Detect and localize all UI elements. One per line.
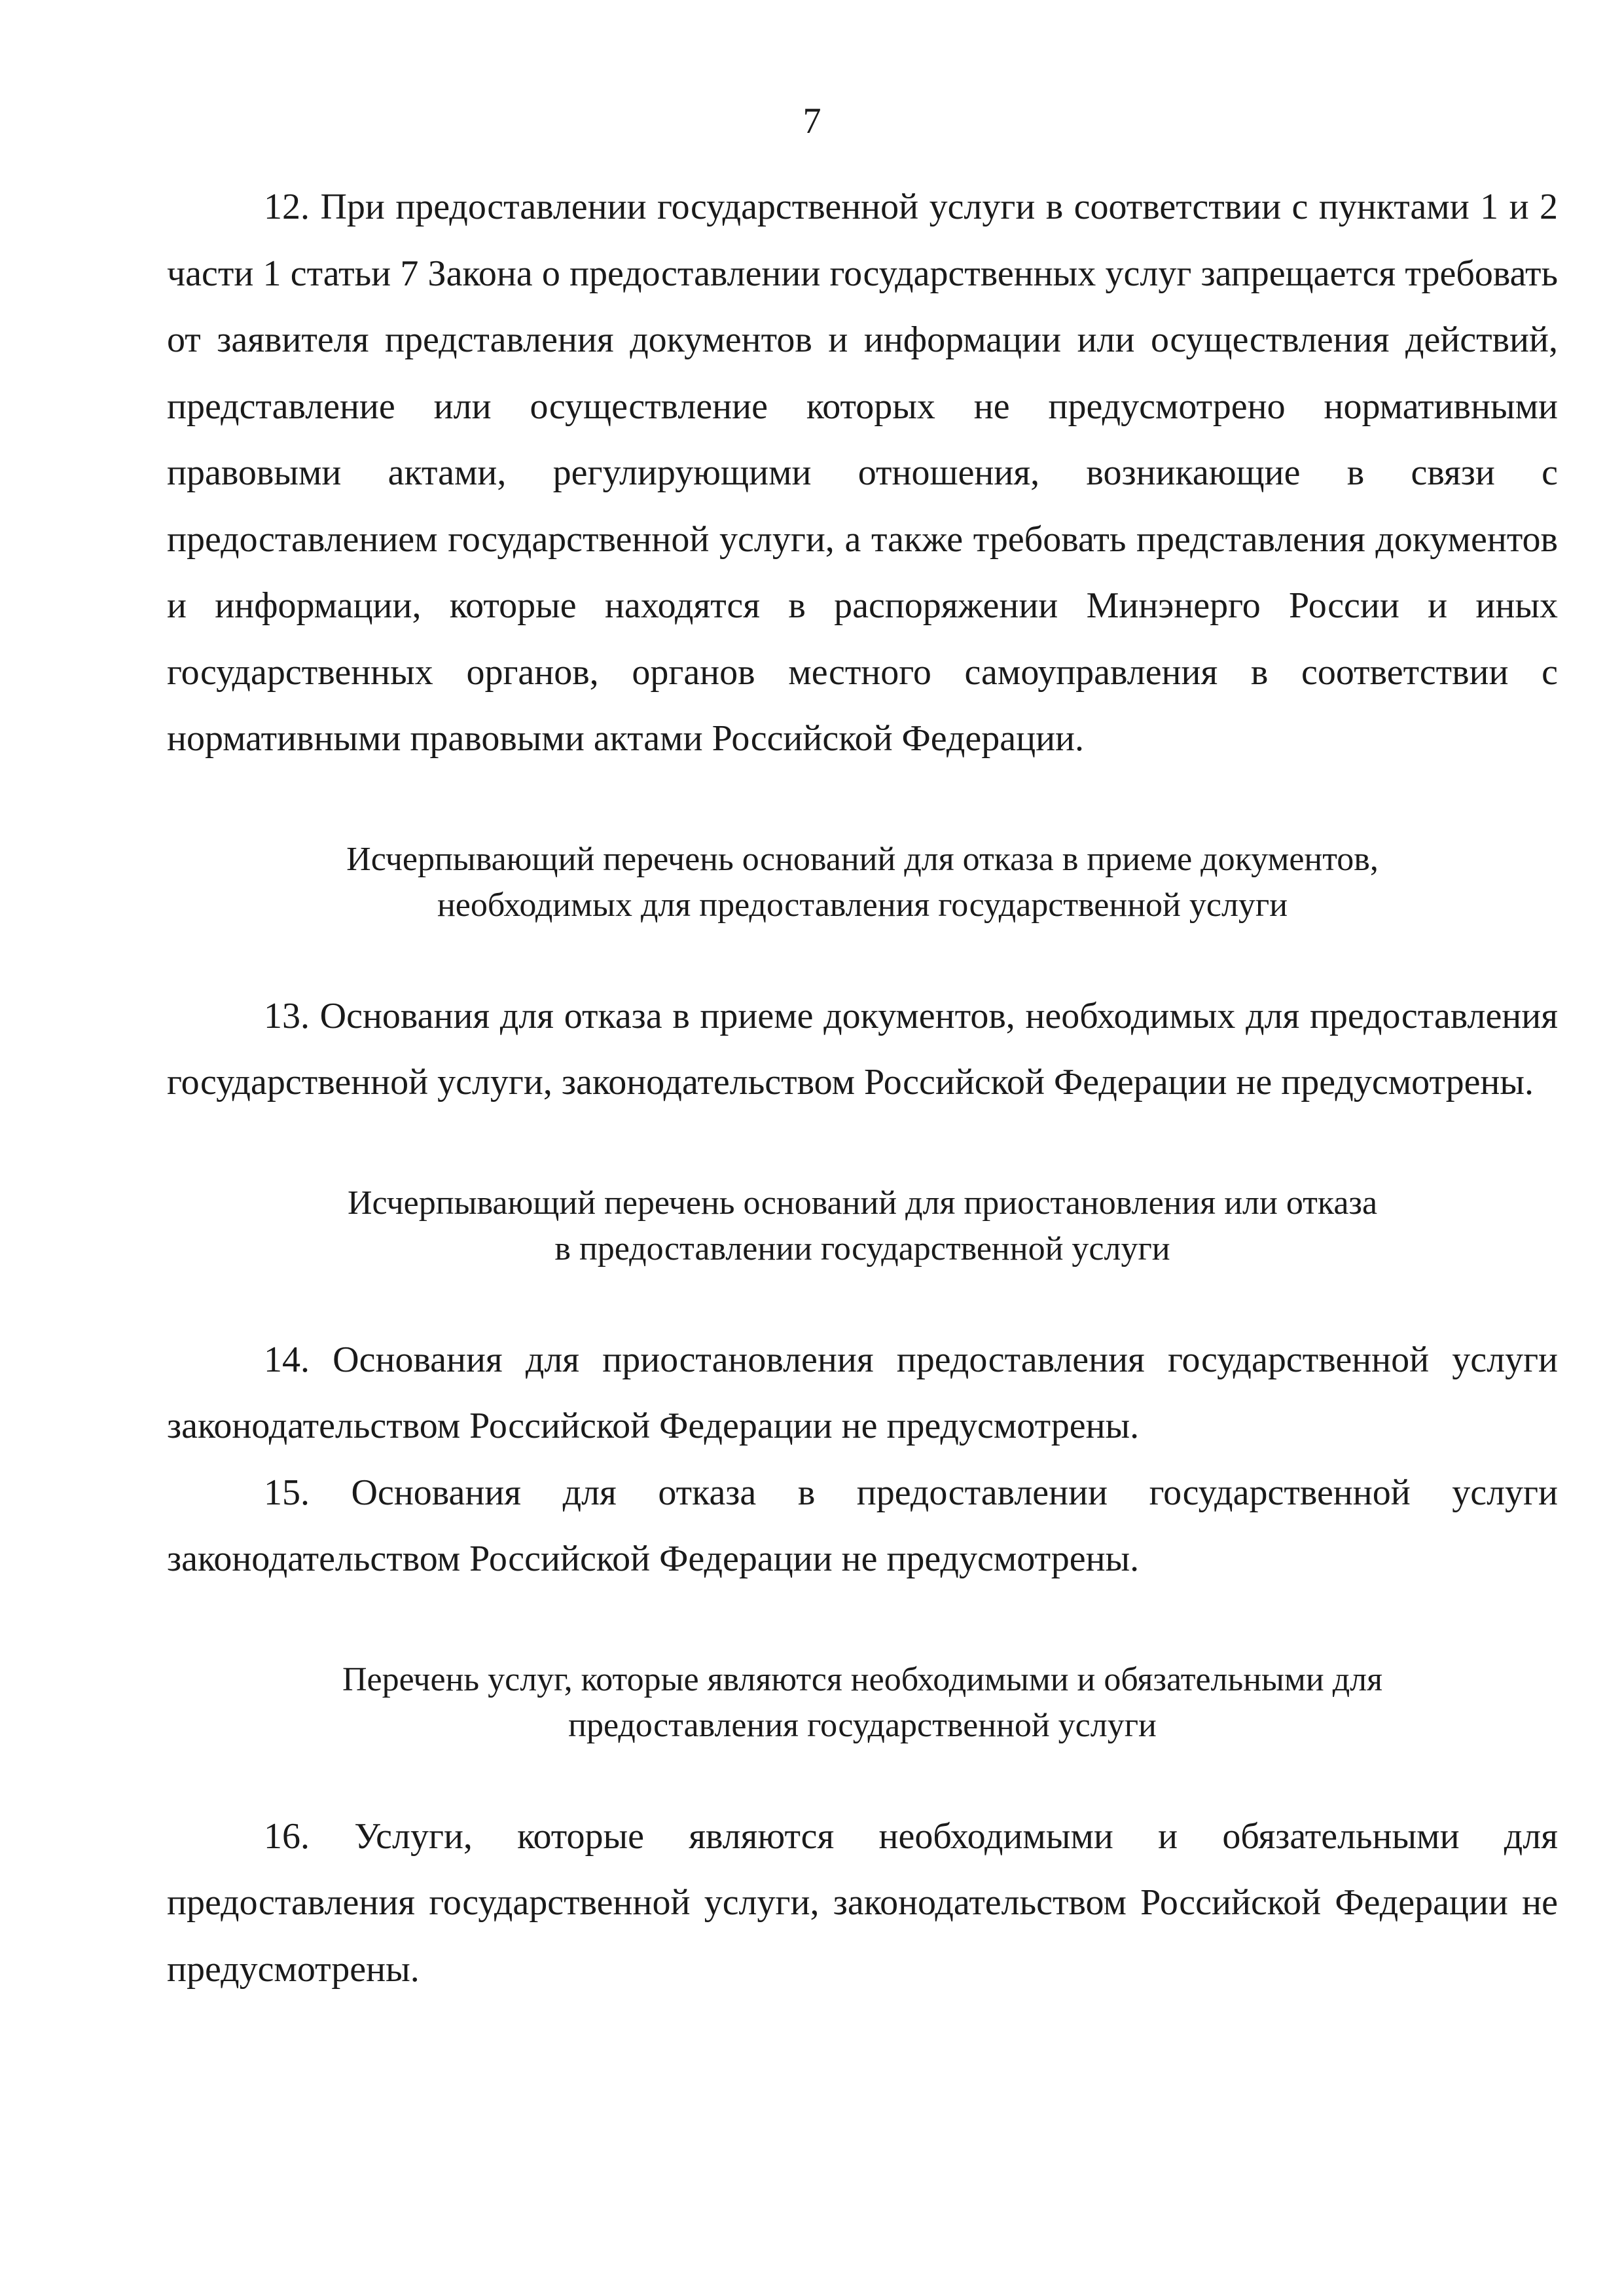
heading-line: предоставления государственной услуги — [568, 1706, 1157, 1744]
heading-line: Исчерпывающий перечень оснований для отказа в приеме документов, — [346, 840, 1379, 878]
paragraph-12: 12. При предоставлении государственной услуги в соответствии с пунктами 1 и 2 части 1 статьи 7 Закона о предоставлении государственных услуг запрещается требовать от заявителя представления документов и информации или осуществления действий, представление или осуществление которых не предусмотрено нормативными правовыми актами, регулирующими отношения, возникающие в связи с предоставлением государственной услуги, а также требовать представления документов и информации, которые находятся в распоряжении Минэнерго России и иных государственных органов, органов местного самоуправления в соответствии с нормативными правовыми актами Российской Федерации. — [167, 187, 1558, 759]
section-heading-suspension-refusal — [167, 1180, 1558, 1272]
page-number: 7 — [803, 101, 821, 141]
section-heading-refusal-reception — [167, 837, 1558, 928]
heading-line: необходимых для предоставления государственной услуги — [437, 886, 1288, 924]
document-body — [167, 174, 1558, 2003]
paragraph-15: 15. Основания для отказа в предоставлении государственной услуги законодательством Российской Федерации не предусмотрены. — [167, 1472, 1558, 1579]
heading-line: Перечень услуг, которые являются необходимыми и обязательными для — [342, 1660, 1383, 1698]
paragraph-14: 14. Основания для приостановления предоставления государственной услуги законодательством Российской Федерации не предусмотрены. — [167, 1339, 1558, 1446]
paragraph-13: 13. Основания для отказа в приеме документов, необходимых для предоставления государственной услуги, законодательством Российской Федерации не предусмотрены. — [167, 995, 1558, 1102]
section-heading-required-services — [167, 1657, 1558, 1749]
heading-line: в предоставлении государственной услуги — [554, 1230, 1170, 1267]
heading-line: Исчерпывающий перечень оснований для приостановления или отказа — [347, 1184, 1378, 1222]
paragraph-16: 16. Услуги, которые являются необходимыми и обязательными для предоставления государственной услуги, законодательством Российской Федерации не предусмотрены. — [167, 1815, 1558, 1990]
